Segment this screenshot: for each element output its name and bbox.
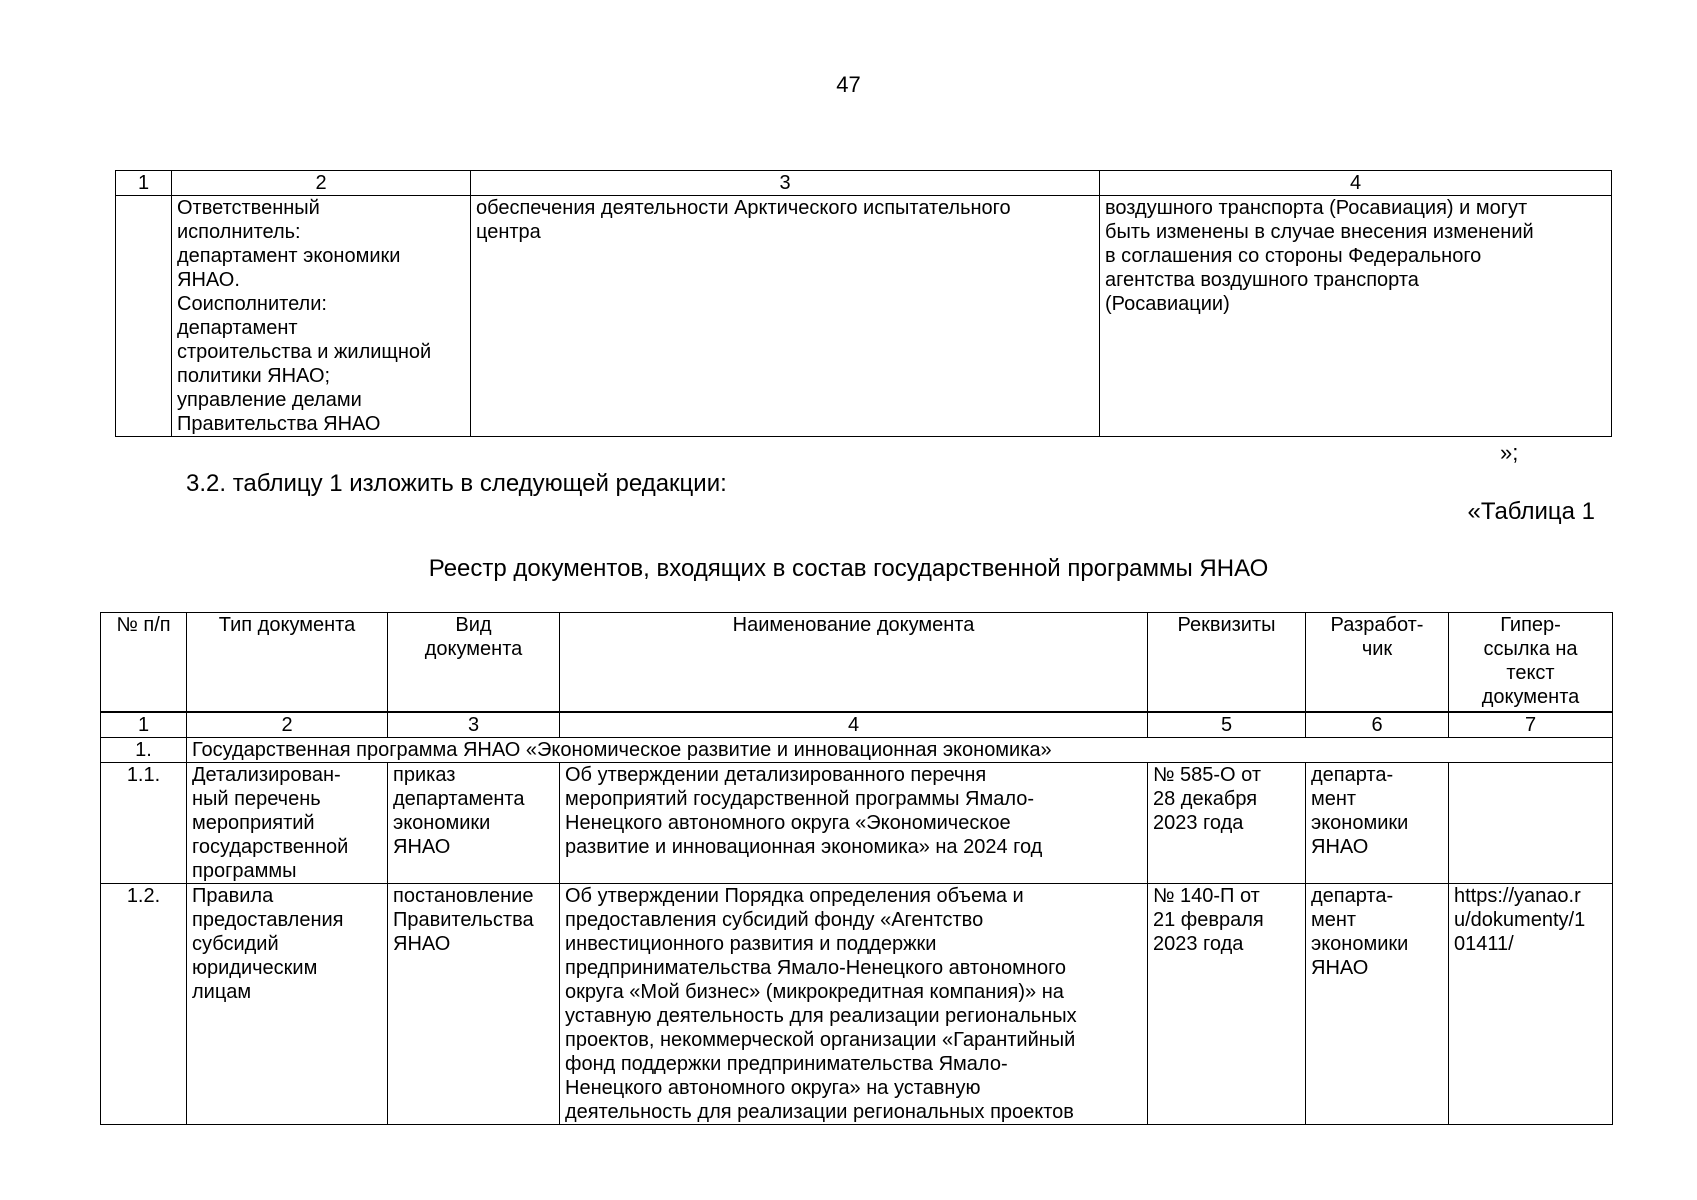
line: агентства воздушного транспорта	[1105, 269, 1419, 291]
col-number: 6	[1306, 713, 1449, 738]
line: Соисполнители:	[177, 293, 327, 315]
line: быть изменены в случае внесения изменений	[1105, 221, 1534, 243]
row-developer: департа- мент экономики ЯНАО	[1306, 884, 1449, 1125]
row-num: 1.2.	[101, 884, 187, 1125]
col-number: 4	[1100, 171, 1612, 196]
header-kind: Вид документа	[388, 613, 560, 712]
line: департамент экономики	[177, 245, 401, 267]
header-type: Тип документа	[187, 613, 388, 712]
row-kind: приказ департамента экономики ЯНАО	[388, 763, 560, 884]
hyperlink-line[interactable]: u/dokumenty/1	[1454, 909, 1586, 931]
registry-header	[100, 612, 1613, 712]
row-num: 1.1.	[101, 763, 187, 884]
previous-table	[115, 170, 1612, 437]
table-row	[101, 763, 1613, 884]
line: ЯНАО.	[177, 269, 240, 291]
line: департамент	[177, 317, 298, 339]
col-number: 3	[388, 713, 560, 738]
line: центра	[476, 221, 541, 243]
row-details: № 140-П от 21 февраля 2023 года	[1148, 884, 1306, 1125]
col-number: 1	[101, 713, 187, 738]
cell-executors	[172, 196, 471, 437]
col-number: 7	[1449, 713, 1613, 738]
section-num: 1.	[101, 738, 187, 763]
table-row	[101, 884, 1613, 1125]
header-details: Реквизиты	[1148, 613, 1306, 712]
col-number: 3	[471, 171, 1100, 196]
row-name: Об утверждении Порядка определения объема и предоставления субсидий фонду «Агентство инвестиционного развития и поддержки предпринимательства Ямало-Ненецкого автономного округа «Мой бизнес» (микрокредитная компания)» на уставную деятельность для реализации региональных проектов, некоммерческой организации «Гарантийный фонд поддержки предпринимательства Ямало- Ненецкого автономного округа» на уставную деятельность для реализации региональных проектов	[560, 884, 1148, 1125]
row-type: Правила предоставления субсидий юридическим лицам	[187, 884, 388, 1125]
cell-note	[1100, 196, 1612, 437]
header-num: № п/п	[101, 613, 187, 712]
hyperlink-line[interactable]: https://yanao.r	[1454, 885, 1581, 907]
line: управление делами	[177, 389, 362, 411]
line: исполнитель:	[177, 221, 301, 243]
quote-close: »;	[1500, 440, 1519, 465]
registry-table	[100, 712, 1613, 1125]
col-number: 1	[116, 171, 172, 196]
col-number: 5	[1148, 713, 1306, 738]
page-number: 47	[836, 72, 861, 97]
registry-title: Реестр документов, входящих в состав государственной программы ЯНАО	[428, 555, 1269, 582]
line: обеспечения деятельности Арктического испытательного	[476, 197, 1011, 219]
line: воздушного транспорта (Росавиация) и могут	[1105, 197, 1528, 219]
header-developer: Разработ- чик	[1306, 613, 1449, 712]
table-row	[116, 196, 1612, 437]
column-number-row	[116, 171, 1612, 196]
line: строительства и жилищной	[177, 341, 432, 363]
line: политики ЯНАО;	[177, 365, 331, 387]
col-number: 2	[172, 171, 471, 196]
header-name: Наименование документа	[560, 613, 1148, 712]
hyperlink-line[interactable]: 01411/	[1454, 933, 1514, 955]
row-kind: постановление Правительства ЯНАО	[388, 884, 560, 1125]
table-label: «Таблица 1	[1467, 498, 1595, 525]
col-number: 4	[560, 713, 1148, 738]
section-title: Государственная программа ЯНАО «Экономическое развитие и инновационная экономика»	[187, 738, 1613, 763]
column-number-row	[101, 713, 1613, 738]
col-number: 2	[187, 713, 388, 738]
header-link: Гипер- ссылка на текст документа	[1449, 613, 1613, 712]
section-row	[101, 738, 1613, 763]
row-developer: департа- мент экономики ЯНАО	[1306, 763, 1449, 884]
line: Ответственный	[177, 197, 320, 219]
line: в соглашения со стороны Федерального	[1105, 245, 1482, 267]
row-type: Детализирован- ный перечень мероприятий государственной программы	[187, 763, 388, 884]
row-link[interactable]	[1449, 884, 1613, 1125]
cell-description	[471, 196, 1100, 437]
cell-index	[116, 196, 172, 437]
line: (Росавиации)	[1105, 293, 1230, 315]
row-link	[1449, 763, 1613, 884]
instruction-text: 3.2. таблицу 1 изложить в следующей редакции:	[186, 470, 727, 497]
row-details: № 585-О от 28 декабря 2023 года	[1148, 763, 1306, 884]
row-name: Об утверждении детализированного перечня мероприятий государственной программы Ямало- Ненецкого автономного округа «Экономическое развитие и инновационная экономика» на 2024 год	[560, 763, 1148, 884]
line: Правительства ЯНАО	[177, 413, 381, 435]
